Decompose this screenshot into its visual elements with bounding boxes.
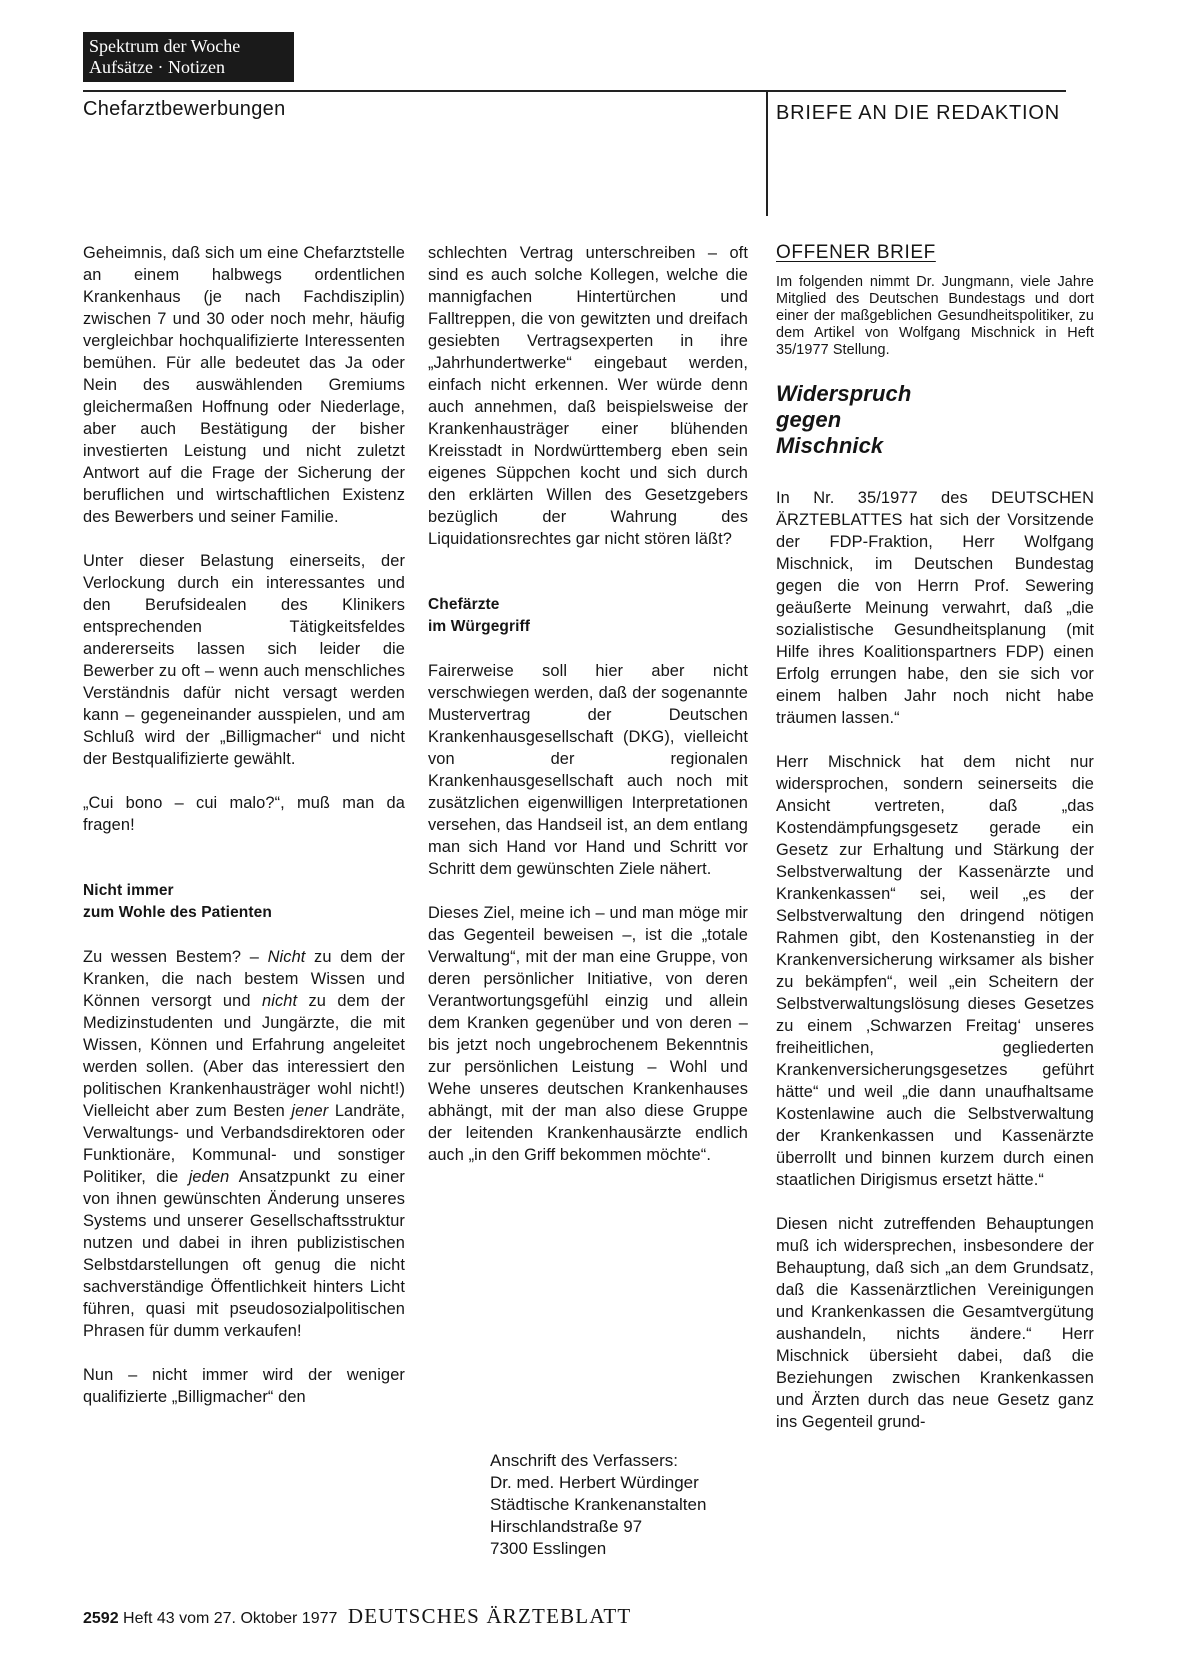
article-headline	[776, 381, 1094, 459]
running-head-left: Chefarztbewerbungen	[83, 98, 286, 120]
paragraph: Fairerweise soll hier aber nicht verschwiegen werden, daß der sogenannte Mustervertrag der Deutschen Krankenhausgesellschaft (DKG), vielleicht von der regionalen Krankenhausgesellschaft auch noch mit zusätzlichen eigenwilligen Interpretationen versehen, das Handseil ist, an dem entlang man sich Hand vor Hand und Schritt vor Schritt dem gewünschten Ziele nähert.	[428, 662, 748, 878]
paragraph: Dieses Ziel, meine ich – und man möge mir das Gegenteil beweisen –, ist die „totale Verwaltung“, mit der man eine Gruppe, von deren persönlicher Initiative, von deren Verantwortungsgefühl einzig und allein dem Kranken gegenüber und von deren – bis jetzt noch ungebrochenem Bekenntnis zur persönlichen Leistung – Wohl und Wehe unseres deutschen Krankenhauses abhängt, mit der man also diese Gruppe der leitenden Krankenhausärzte endlich auch „in den Griff bekommen möchte“.	[428, 904, 748, 1164]
address-line: Dr. med. Herbert Würdinger	[490, 1473, 699, 1492]
subheading-line: Chefärzte	[428, 596, 500, 613]
address-line: Hirschlandstraße 97	[490, 1517, 643, 1536]
text-run: Ansatzpunkt zu einer von ihnen gewünschten Änderung unseres Systems und unserer Gesellschaftsstruktur nutzen und dabei in ihren publizistischen Selbstdarstellungen oft genug die nicht sachverständige Öffentlichkeit hinters Licht führen, quasi mit pseudosozialpolitischen Phrasen für dumm verkaufen!	[83, 1168, 405, 1340]
text-column-3	[776, 242, 1094, 1433]
text-column-1	[83, 242, 405, 1408]
headline-line: Mischnick	[776, 433, 884, 458]
paragraph: Nun – nicht immer wird der weniger qualifizierte „Billigmacher“ den	[83, 1366, 405, 1406]
journal-name: DEUTSCHES ÄRZTEBLATT	[347, 1604, 632, 1628]
text-run: Landräte, Verwaltungs- und Verbandsdirektoren oder Funktionäre, Kommunal- und sonstiger Politiker, die	[83, 1102, 405, 1186]
paragraph: Diesen nicht zutreffenden Behauptungen muß ich widersprechen, insbesondere der Behauptung, daß sich „an dem Grundsatz, daß die Kassenärztlichen Vereinigungen und Krankenkassen die Gesamtvergütung aushandeln, nichts ändere.“ Herr Mischnick übersieht dabei, daß die Beziehungen zwischen Krankenkassen und Ärzten durch das neue Gesetz ganz ins Gegenteil grund-	[776, 1215, 1094, 1431]
header-rule	[83, 90, 1066, 92]
text-run: Zu wessen Bestem? –	[83, 948, 268, 966]
paragraph: Geheimnis, daß sich um eine Chefarztstelle an einem halbwegs ordentlichen Krankenhaus (je nach Fachdisziplin) zwischen 7 und 30 oder noch mehr, häufig vergleichbar hochqualifizierte Interessenten bemühen. Für alle bedeutet das Ja oder Nein des auswählenden Gremiums gleichermaßen Hoffnung oder Niederlage, aber auch Bestätigung der bisher investierten Leistung und nicht zuletzt Antwort auf die Frage der Sicherung der beruflichen und wirtschaftlichen Existenz des Bewerbers und seiner Familie.	[83, 244, 405, 526]
subheading	[83, 880, 405, 924]
section-label: OFFENER BRIEF	[776, 242, 936, 263]
subheading	[428, 594, 748, 638]
issue-info: Heft 43 vom 27. Oktober 1977	[123, 1610, 338, 1627]
subheading-line: im Würgegriff	[428, 618, 531, 635]
paragraph: „Cui bono – cui malo?“, muß man da fragen!	[83, 794, 405, 834]
paragraph: In Nr. 35/1977 des DEUTSCHEN ÄRZTEBLATTES hat sich der Vorsitzende der FDP-Fraktion, Herr Wolfgang Mischnick, im Deutschen Bundestag gegen die von Herrn Prof. Sewering geäußerte Meinung verwahrt, daß „die sozialistische Gesundheitsplanung (mit Hilfe ihres Koalitionspartners FDP) einen Erfolg errungen habe, den sie sich vor einem halben Jahr noch nicht habe träumen lassen.“	[776, 489, 1094, 727]
emphasis: jener	[291, 1102, 329, 1120]
headline-line: gegen	[776, 407, 842, 432]
masthead-line-1: Spektrum der Woche	[89, 36, 241, 56]
paragraph: Herr Mischnick hat dem nicht nur widersprochen, sondern seinerseits die Ansicht vertreten, daß „das Kostendämpfungsgesetz gerade ein Gesetz zur Erhaltung und Stärkung der Selbstverwaltung der Kassenärzte und Krankenkassen“ sei, weil „es der Selbstverwaltung den dringend nötigen Rahmen gibt, den Kostenanstieg in der Krankenversicherung wirksamer als bisher zu bekämpfen“, weil „ein Scheitern der Selbstverwaltungslösung dieses Gesetzes zu einem ‚Schwarzen Freitag‘ unseres freiheitlichen, gegliederten Krankenversicherungsgesetzes geführt hätte“ und weil „die dann unaufhaltsame Kostenlawine auch die Selbstverwaltung der Krankenkassen und Kassenärzte überrollt und binnen kurzem durch einen staatlichen Dirigismus ersetzt hätte.“	[776, 753, 1094, 1189]
paragraph: Unter dieser Belastung einerseits, der Verlockung durch ein interessantes und den Berufsidealen des Klinikers entsprechenden Tätigkeitsfeldes andererseits lassen sich leider die Bewerber zu oft – wenn auch menschliches Verständnis dafür nicht versagt werden kann – gegeneinander ausspielen, und am Schluß wird der „Billigmacher“ und nicht der Bestqualifizierte gewählt.	[83, 552, 405, 768]
page-number: 2592	[83, 1610, 119, 1627]
emphasis: nicht	[261, 992, 298, 1010]
column-separator-rule	[766, 91, 768, 216]
emphasis: jeden	[188, 1168, 230, 1186]
headline-line: Widerspruch	[776, 381, 912, 406]
address-line: 7300 Esslingen	[490, 1539, 607, 1558]
page-footer	[83, 1604, 631, 1629]
subheading-line: zum Wohle des Patienten	[83, 904, 272, 921]
running-head-right: BRIEFE AN DIE REDAKTION	[776, 102, 1061, 124]
paragraph	[83, 946, 405, 1342]
text-run: zu dem der Kranken, die nach bestem Wissen und Können versorgt und	[83, 948, 405, 1010]
lead-paragraph: Im folgenden nimmt Dr. Jungmann, viele Jahre Mitglied des Deutschen Bundestags und dort einer der maßgeblichen Gesundheitspolitiker, zu dem Artikel von Wolfgang Mischnick in Heft 35/1977 Stellung.	[776, 274, 1094, 358]
address-line: Städtische Krankenanstalten	[490, 1495, 707, 1514]
author-address	[490, 1450, 706, 1560]
emphasis: Nicht	[267, 948, 306, 966]
masthead-line-2: Aufsätze · Notizen	[89, 57, 225, 77]
text-column-2	[428, 242, 748, 1188]
paragraph: schlechten Vertrag unterschreiben – oft sind es auch solche Kollegen, welche die mannigfachen Hintertürchen und Falltreppen, die von gewitzten und dreifach gesiebten Vertragsexperten in ihre „Jahrhundertwerke“ eingebaut werden, einfach nicht erkennen. Wer würde denn auch annehmen, daß beispielsweise der Krankenhausträger einer blühenden Kreisstadt in Nordwürttemberg eben sein eigenes Süppchen kocht und sich durch den erklärten Willen des Gesetzgebers bezüglich der Wahrung des Liquidationsrechtes gar nicht stören läßt?	[428, 244, 748, 548]
subheading-line: Nicht immer	[83, 882, 174, 899]
text-run: zu dem der Medizinstudenten und Jungärzte, die mit Wissen, Können und Erfahrung angeleitet werden sollen. (Aber das interessiert den politischen Krankenhausträger wohl nicht!) Vielleicht aber zum Besten	[83, 992, 405, 1120]
address-line: Anschrift des Verfassers:	[490, 1451, 679, 1470]
section-masthead	[83, 32, 294, 82]
